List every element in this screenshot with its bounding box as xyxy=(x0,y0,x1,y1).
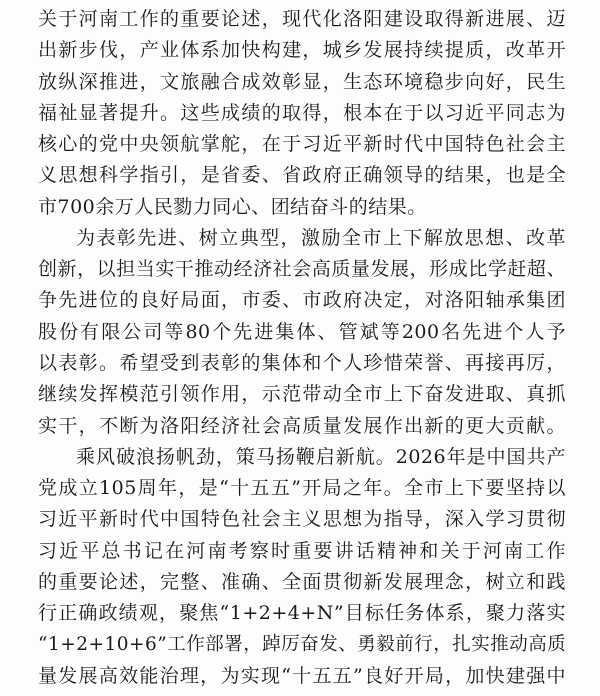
text-line: 乘风破浪扬帆劲，策马扬鞭启新航。2026年是中国共产 xyxy=(76,445,566,468)
text-line: 义思想科学指引，是省委、省政府正确领导的结果，也是全 xyxy=(38,164,566,187)
text-line: “1+2+10+6”工作部署，踔厉奋发、勇毅前行，扎实推动高质 xyxy=(38,634,567,656)
text-line: 股份有限公司等80个先进集体、管斌等200名先进个人予 xyxy=(38,320,566,343)
text-line: 创新，以担当实干推动经济社会高质量发展，形成比学赶超、 xyxy=(38,258,566,281)
text-line: 习近平总书记在河南考察时重要讲话精神和关于河南工作 xyxy=(38,539,566,562)
text-line: 福祉显著提升。这些成绩的取得，根本在于以习近平同志为 xyxy=(38,101,566,124)
text-line: 行正确政绩观，聚焦“1+2+4+N”目标任务体系，聚力落实 xyxy=(38,602,566,625)
text-line: 习近平新时代中国特色社会主义思想为指导，深入学习贯彻 xyxy=(38,508,566,531)
text-line: 量发展高效能治理，为实现“十五五”良好开局，加快建强中 xyxy=(38,664,566,687)
text-line: 为表彰先进、树立典型，激励全市上下解放思想、改革 xyxy=(76,226,566,249)
text-line: 继续发挥模范引领作用，示范带动全市上下奋发进取、真抓 xyxy=(38,383,566,406)
text-line: 党成立105周年，是“十五五”开局之年。全市上下要坚持以 xyxy=(38,477,566,500)
text-line: 放纵深推进，文旅融合成效彰显，生态环境稳步向好，民生 xyxy=(38,70,566,93)
text-line: 市700余万人民勠力同心、团结奋斗的结果。 xyxy=(38,195,427,218)
text-line: 关于河南工作的重要论述，现代化洛阳建设取得新进展、迈 xyxy=(38,8,566,30)
text-line: 的重要论述，完整、准确、全面贯彻新发展理念，树立和践 xyxy=(38,570,566,593)
text-line: 实干，不断为洛阳经济社会高质量发展作出新的更大贡献。 xyxy=(38,414,566,437)
text-line: 以表彰。希望受到表彰的集体和个人珍惜荣誉、再接再厉， xyxy=(38,352,566,374)
text-line: 核心的党中央领航掌舵，在于习近平新时代中国特色社会主 xyxy=(38,133,566,156)
text-line: 争先进位的良好局面，市委、市政府决定，对洛阳轴承集团 xyxy=(38,289,566,312)
text-line: 出新步伐，产业体系加快构建，城乡发展持续提质，改革开 xyxy=(38,39,566,62)
